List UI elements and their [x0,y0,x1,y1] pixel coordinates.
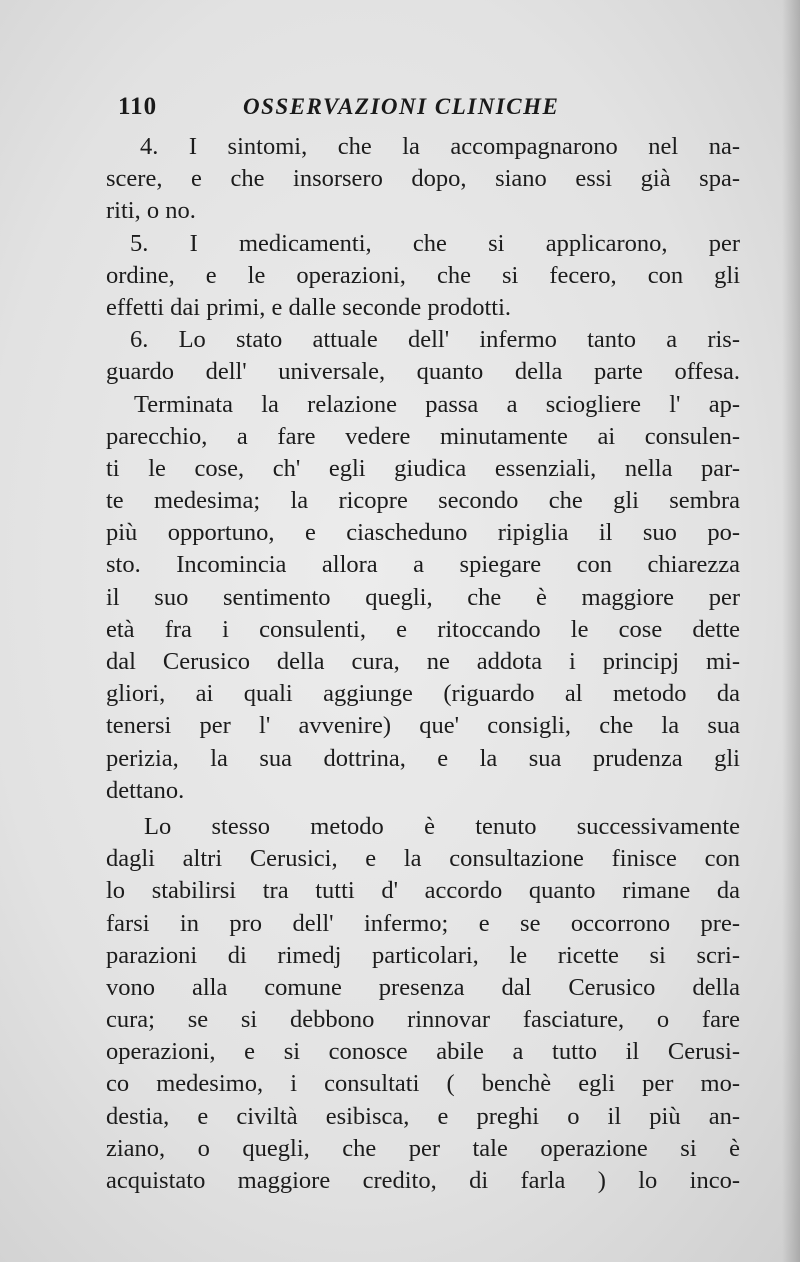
text-line: cura; se si debbono rinnovar fasciature, o fare [106,1006,740,1034]
text-line: acquistato maggiore credito, di farla ) lo inco- [106,1167,740,1194]
text-line: Lo stesso metodo è tenuto successivamente [144,812,740,840]
text-line: dal Cerusico della cura, ne addota i principj mi- [106,648,740,675]
text-line: parecchio, a fare vedere minutamente ai consulen- [106,422,740,450]
text-line: lo stabilirsi tra tutti d' accordo quanto rimane da [106,877,740,905]
text-line: sto. Incomincia allora a spiegare con chiarezza [106,551,740,579]
text-line: guardo dell' universale, quanto della parte offesa. [106,358,740,386]
text-line: perizia, la sua dottrina, e la sua prudenza gli [106,744,740,772]
body-text [106,131,740,1197]
text-line: più opportuno, e ciascheduno ripiglia il suo po- [106,519,740,547]
text-line: operazioni, e si conosce abile a tutto il Cerusi- [106,1038,740,1066]
page-number: 110 [118,93,158,120]
text-line: co medesimo, i consultati ( benchè egli per mo- [106,1070,740,1098]
text-line: ordine, e le operazioni, che si fecero, con gli [106,261,740,289]
text-line: 6. Lo stato attuale dell' infermo tanto a ris- [130,326,740,354]
text-line: destia, e civiltà esibisca, e preghi o il più an- [106,1102,740,1130]
text-line: 5. I medicamenti, che si applicarono, per [130,229,740,257]
text-line: riti, o no. [106,197,196,225]
text-line: ti le cose, ch' egli giudica essenziali, nella par- [106,454,740,482]
page-header [118,93,738,125]
text-line: dagli altri Cerusici, e la consultazione finisce con [106,845,740,873]
text-line: vono alla comune presenza dal Cerusico della [106,973,740,1001]
text-line: te medesima; la ricopre secondo che gli sembra [106,487,740,515]
text-line: tenersi per l' avvenire) que' consigli, che la sua [106,712,740,740]
text-line: il suo sentimento quegli, che è maggiore per [106,583,740,611]
text-line: parazioni di rimedj particolari, le ricette si scri- [106,941,740,969]
text-line: farsi in pro dell' infermo; e se occorrono pre- [106,909,740,937]
text-line: ziano, o quegli, che per tale operazione si è [106,1134,740,1162]
text-line: 4. I sintomi, che la accompagnarono nel na- [140,133,740,160]
page-edge-shadow [782,0,800,1262]
text-line: gliori, ai quali aggiunge (riguardo al metodo da [106,680,740,708]
text-line: età fra i consulenti, e ritoccando le cose dette [106,615,740,643]
text-line: Terminata la relazione passa a sciogliere l' ap- [134,390,740,418]
running-head: OSSERVAZIONI CLINICHE [243,94,560,119]
text-line: dettano. [106,776,185,804]
text-line: effetti dai primi, e dalle seconde prodotti. [106,293,512,321]
text-line: scere, e che insorsero dopo, siano essi già spa- [106,165,740,193]
